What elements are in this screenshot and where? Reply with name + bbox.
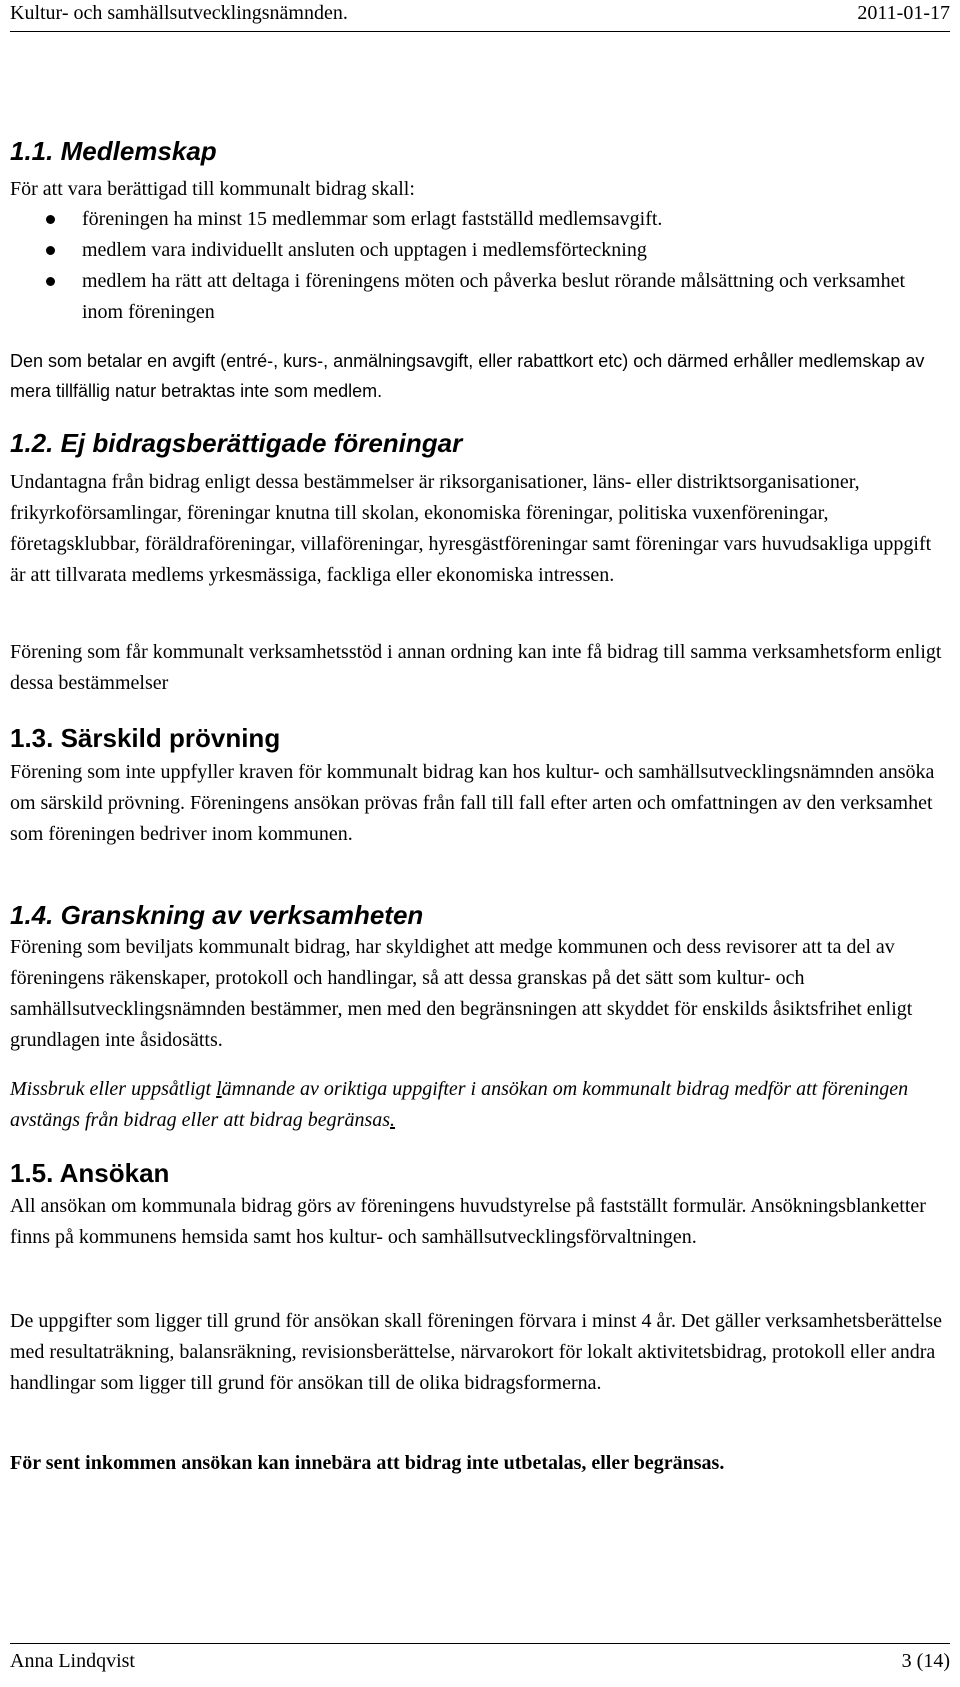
bullet-icon xyxy=(46,277,55,286)
section-title-ansokan: 1.5. Ansökan xyxy=(10,1158,170,1188)
sen-ansokan-warning: För sent inkommen ansökan kan innebära att bidrag inte utbetalas, eller begränsas. xyxy=(10,1452,725,1474)
section-title-granskning: 1.4. Granskning av verksamheten xyxy=(10,900,424,930)
header-rule xyxy=(10,31,950,32)
page-header xyxy=(10,2,950,28)
section-title-ej-bidragsberattigade: 1.2. Ej bidragsberättigade föreningar xyxy=(10,428,463,458)
header-organization: Kultur- och samhällsutvecklingsnämnden. xyxy=(10,2,348,24)
missbruk-paragraph: Missbruk eller uppsåtligt lämnande av oriktiga uppgifter i ansökan om kommunalt bidrag medför att föreningen avstängs från bidrag eller att bidrag begränsas. xyxy=(10,1078,909,1131)
section-title-medlemskap: 1.1. Medlemskap xyxy=(10,136,217,166)
medlemskap-note: Den som betalar en avgift (entré-, kurs-, anmälningsavgift, eller rabattkort etc) och därmed erhåller medlemskap av mera tillfällig natur betraktas inte som medlem. xyxy=(10,351,925,401)
footer-rule xyxy=(10,1643,950,1644)
verksamhetsstod-paragraph: Förening som får kommunalt verksamhetsstöd i annan ordning kan inte få bidrag till samma verksamhetsform enligt dessa bestämmelser xyxy=(10,641,942,694)
page-footer xyxy=(10,1650,950,1676)
bullet-icon xyxy=(46,215,55,224)
medlemskap-intro: För att vara berättigad till kommunalt bidrag skall: xyxy=(10,178,415,200)
list-item: föreningen ha minst 15 medlemmar som erlagt fastställd medlemsavgift. xyxy=(10,204,945,235)
page-number: 3 (14) xyxy=(901,1650,950,1672)
bullet-icon xyxy=(46,246,55,255)
granskning-paragraph: Förening som beviljats kommunalt bidrag, har skyldighet att medge kommunen och dess revisorer att ta del av föreningens räkenskaper, protokoll och handlingar, så att dessa granskas på det sätt som kultur- och samhällsutvecklingsnämnden bestämmer, men med den begränsningen att skyddet för enskilds åsiktsfrihet enligt grundlagen inte åsidosätts. xyxy=(10,936,913,1051)
uppgifter-paragraph: De uppgifter som ligger till grund för ansökan skall föreningen förvara i minst 4 år. Det gäller verksamhetsberättelse med resultaträkning, balansräkning, revisionsberättelse, närvarokort för lokalt aktivitetsbidrag, protokoll eller andra handlingar som ligger till grund för ansökan till de olika bidragsformerna. xyxy=(10,1310,942,1394)
ej-bidragsberattigade-paragraph: Undantagna från bidrag enligt dessa bestämmelser är riksorganisationer, läns- eller distriktsorganisationer, frikyrkoförsamlingar, föreningar knutna till skolan, ekonomiska föreningar, politiska vuxenföreningar, företagsklubbar, föräldraföreningar, villaföreningar, hyresgästföreningar samt föreningar vars huvudsakliga uppgift är att tillvarata medlems yrkesmässiga, fackliga eller ekonomiska intressen. xyxy=(10,471,932,586)
list-item: medlem vara individuellt ansluten och upptagen i medlemsförteckning xyxy=(10,235,945,266)
section-title-sarskild-provning: 1.3. Särskild prövning xyxy=(10,723,281,753)
sarskild-provning-paragraph: Förening som inte uppfyller kraven för kommunalt bidrag kan hos kultur- och samhällsutvecklingsnämnden ansöka om särskild prövning. Föreningens ansökan prövas från fall till fall efter arten och omfattningen av den verksamhet som föreningen bedriver inom kommunen. xyxy=(10,761,935,845)
medlemskap-requirements-list xyxy=(10,204,945,328)
header-date: 2011-01-17 xyxy=(857,2,950,24)
footer-author: Anna Lindqvist xyxy=(10,1650,135,1672)
ansokan-paragraph: All ansökan om kommunala bidrag görs av föreningens huvudstyrelse på fastställt formulär. Ansökningsblanketter finns på kommunens hemsida samt hos kultur- och samhällsutvecklingsförvaltningen. xyxy=(10,1195,926,1248)
list-item: medlem ha rätt att deltaga i föreningens möten och påverka beslut rörande målsättning och verksamhet inom föreningen xyxy=(10,266,945,328)
